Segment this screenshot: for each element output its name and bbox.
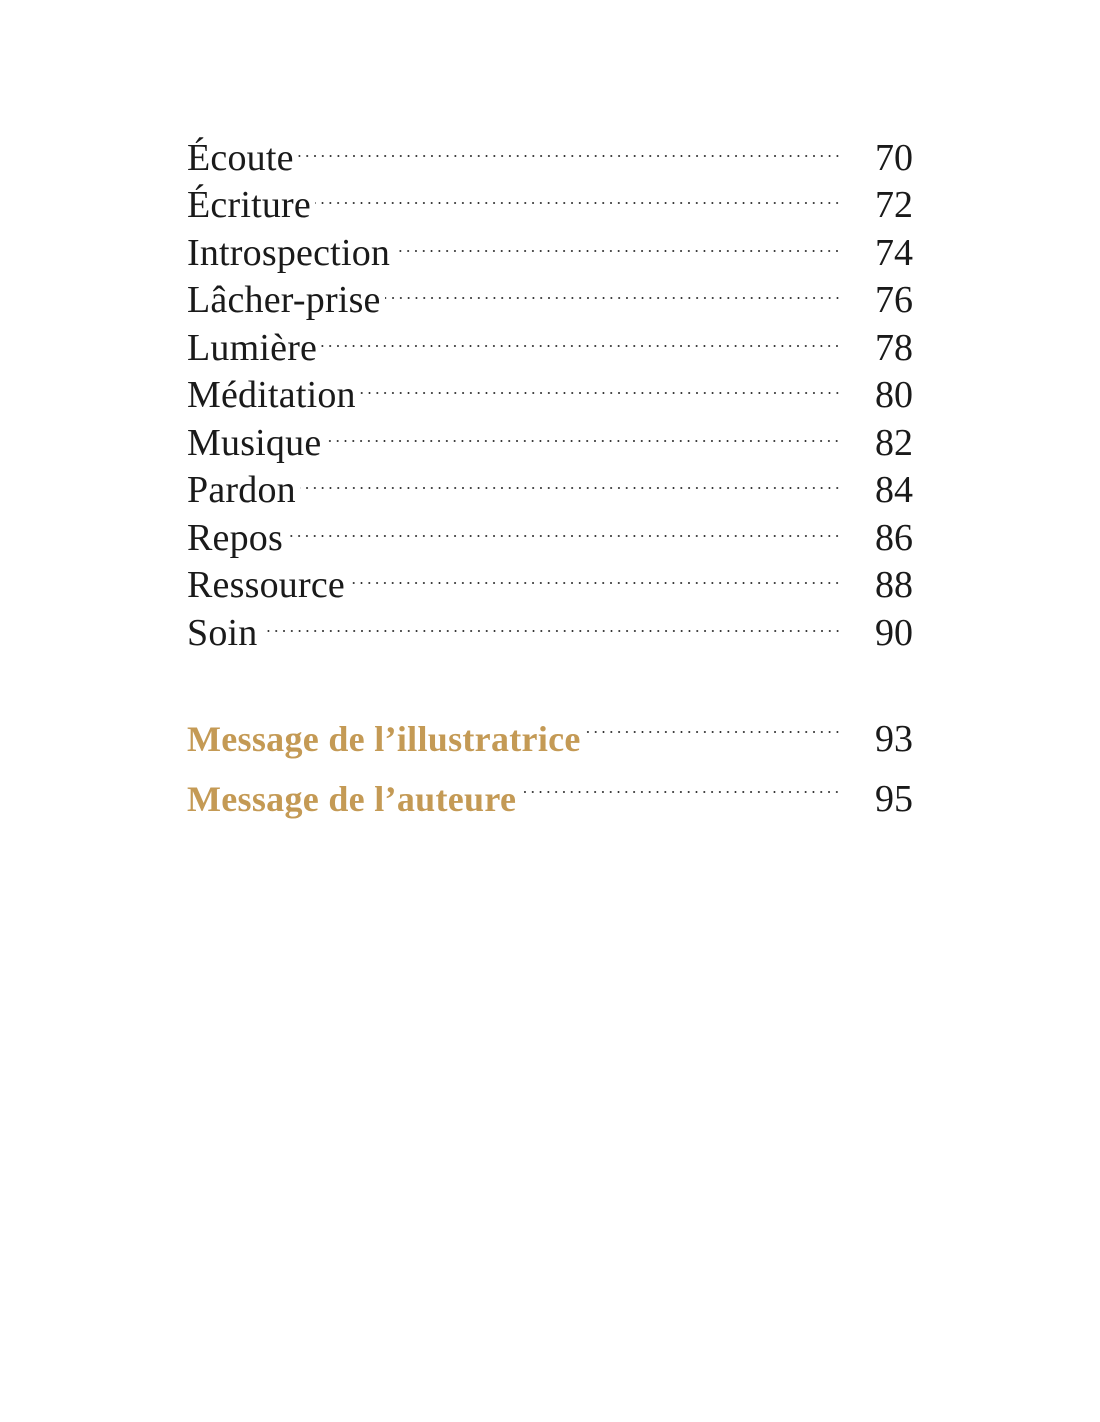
toc-entry-label: Lumière — [187, 325, 321, 373]
toc-page-number: 86 — [875, 516, 913, 559]
toc-entry-label: Soin — [187, 610, 262, 658]
dot-leader — [385, 265, 841, 313]
dot-leader — [298, 122, 841, 170]
dot-leader — [300, 455, 841, 503]
toc-entry-message-illustratrice[interactable] — [187, 691, 913, 760]
toc-page-number: 90 — [875, 611, 913, 654]
dot-leader — [287, 502, 841, 550]
dot-leader — [349, 550, 841, 598]
section-spacer — [187, 645, 913, 691]
dot-leader — [315, 170, 841, 218]
toc-entry-ressource[interactable] — [187, 550, 913, 606]
toc-page-number: 70 — [875, 136, 913, 179]
dot-leader — [360, 360, 841, 408]
dot-leader — [585, 691, 841, 751]
dot-leader — [394, 217, 841, 265]
toc-entry-label: Écoute — [187, 135, 298, 183]
table-of-contents — [187, 122, 913, 820]
toc-page-number: 72 — [875, 184, 913, 226]
toc-special-label: Message de l’illustratrice — [187, 709, 585, 769]
toc-page-number: 93 — [875, 717, 913, 760]
toc-entry-label: Repos — [187, 515, 287, 563]
toc-special-label: Message de l’auteure — [187, 769, 520, 829]
toc-page-number: 95 — [875, 777, 913, 820]
toc-entry-label: Pardon — [187, 467, 300, 515]
toc-page-number: 78 — [875, 326, 913, 369]
toc-page-number: 80 — [875, 374, 913, 416]
toc-entry-ecoute[interactable] — [187, 122, 913, 179]
toc-entry-label: Introspection — [187, 230, 394, 278]
toc-page-number: 84 — [875, 469, 913, 511]
toc-entry-label: Ressource — [187, 562, 349, 610]
toc-entry-label: Lâcher-prise — [187, 277, 385, 325]
toc-entry-label: Écriture — [187, 182, 315, 230]
dot-leader — [325, 407, 841, 455]
toc-page-number: 74 — [875, 231, 913, 274]
toc-page-number: 88 — [875, 564, 913, 606]
dot-leader — [321, 312, 841, 360]
toc-page-number: 76 — [875, 279, 913, 321]
toc-page-number: 82 — [875, 421, 913, 464]
toc-entry-label: Musique — [187, 420, 325, 468]
toc-entry-label: Méditation — [187, 372, 360, 420]
